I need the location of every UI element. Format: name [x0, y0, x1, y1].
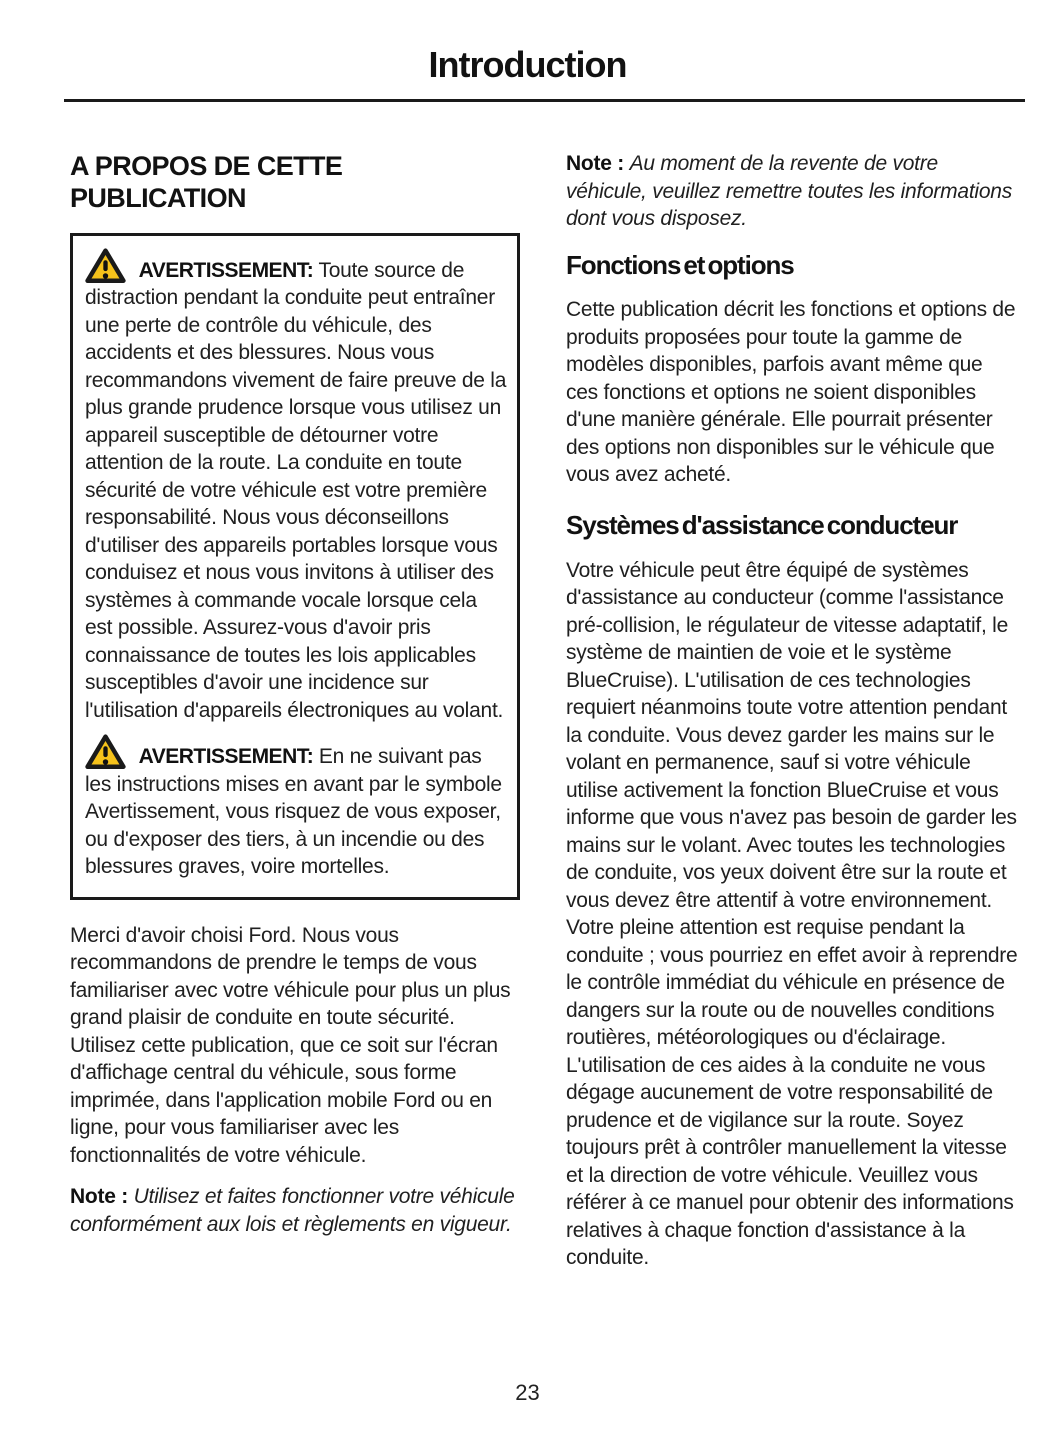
warning-paragraph	[85, 734, 507, 881]
warning-triangle-icon	[85, 259, 133, 282]
warning-triangle-icon	[85, 745, 133, 768]
section-heading-about: A PROPOS DE CETTE PUBLICATION	[70, 151, 343, 214]
warning-box	[70, 233, 520, 900]
two-column-content	[0, 102, 1055, 1286]
note-paragraph	[566, 150, 1019, 233]
warning-text: En ne suivant pas les instructions mises en avant par le symbole Avertissement, vous risquez de vous exposer, ou d'exposer des tiers, à un incendie ou des blessures graves, voire mortelles.	[85, 745, 502, 879]
fonctions-paragraph: Cette publication décrit les fonctions et options de produits proposées pour toute la gamme de modèles disponibles, parfois avant même que ces fonctions et options ne soient disponibles d'une manière générale. Elle pourrait présenter des options non disponibles sur le véhicule que vous avez acheté.	[566, 298, 1016, 487]
warning-paragraph	[85, 248, 507, 725]
note-label: Note :	[70, 1185, 128, 1209]
note-label: Note :	[566, 152, 624, 175]
section-heading-fonctions: Fonctions et options	[566, 249, 794, 280]
warning-label: AVERTISSEMENT:	[138, 745, 314, 769]
note-text: Au moment de la revente de votre véhicule, veuillez remettre toutes les informations dont vous disposez.	[566, 152, 1012, 230]
section-heading-assistance: Systèmes d'assistance conducteur	[566, 509, 958, 540]
page-number: 23	[515, 1380, 540, 1405]
page-header	[0, 0, 1055, 102]
warning-text: Toute source de distraction pendant la conduite peut entraîner une perte de contrôle du véhicule, des accidents et des blessures. Nous vous recommandons vivement de faire preuve de la plus grande prudence lorsque vous utilisez un appareil susceptible de détourner votre attention de la route. La conduite en toute sécurité de votre véhicule est votre première responsabilité. Nous vous déconseillons d'utiliser des appareils portables lorsque vous conduisez et nous vous invitons à utiliser des systèmes à commande vocale lorsque cela est possible. Assurez-vous d'avoir pris connaissance de toutes les lois applicables susceptibles d'avoir une incidence sur l'utilisation d'appareils électroniques au volant.	[85, 258, 507, 722]
page-title: Introduction	[428, 44, 627, 85]
note-text: Utilisez et faites fonctionner votre véhicule conformément aux lois et règlements en vigueur.	[70, 1185, 515, 1236]
right-column	[566, 150, 1019, 1286]
intro-paragraph: Merci d'avoir choisi Ford. Nous vous recommandons de prendre le temps de vous familiariser avec votre véhicule pour plus un plus grand plaisir de conduite en toute sécurité. Utilisez cette publication, que ce soit sur l'écran d'affichage central du véhicule, sous forme imprimée, dans l'application mobile Ford ou en ligne, pour vous familiariser avec les fonctionnalités de votre véhicule.	[70, 923, 511, 1167]
warning-label: AVERTISSEMENT:	[138, 258, 314, 282]
assistance-paragraph: Votre véhicule peut être équipé de systèmes d'assistance au conducteur (comme l'assistance pré-collision, le régulateur de vitesse adaptatif, le système de maintien de voie et le système BlueCruise). L'utilisation de ces technologies requiert néanmoins toute votre attention pendant la conduite. Vous devez garder les mains sur le volant en permanence, sauf si votre véhicule utilise activement la fonction BlueCruise et vous informe que vous n'avez pas besoin de garder les mains sur le volant. Avec toutes les technologies de conduite, vos yeux doivent être sur la route et vous devez être attentif à votre environnement. Votre pleine attention est requise pendant la conduite ; vous pourriez en effet avoir à reprendre le contrôle immédiat du véhicule en présence de dangers sur la route ou de nouvelles conditions routières, météorologiques ou d'éclairage. L'utilisation de ces aides à la conduite ne vous dégage aucunement de votre responsabilité de prudence et de vigilance sur la route. Soyez toujours prêt à contrôler manuellement la vitesse et la direction de votre véhicule. Veuillez vous référer à ce manuel pour obtenir des informations relatives à chaque fonction d'assistance à la conduite.	[566, 558, 1018, 1270]
left-column	[70, 150, 520, 1286]
note-paragraph	[70, 1183, 520, 1238]
